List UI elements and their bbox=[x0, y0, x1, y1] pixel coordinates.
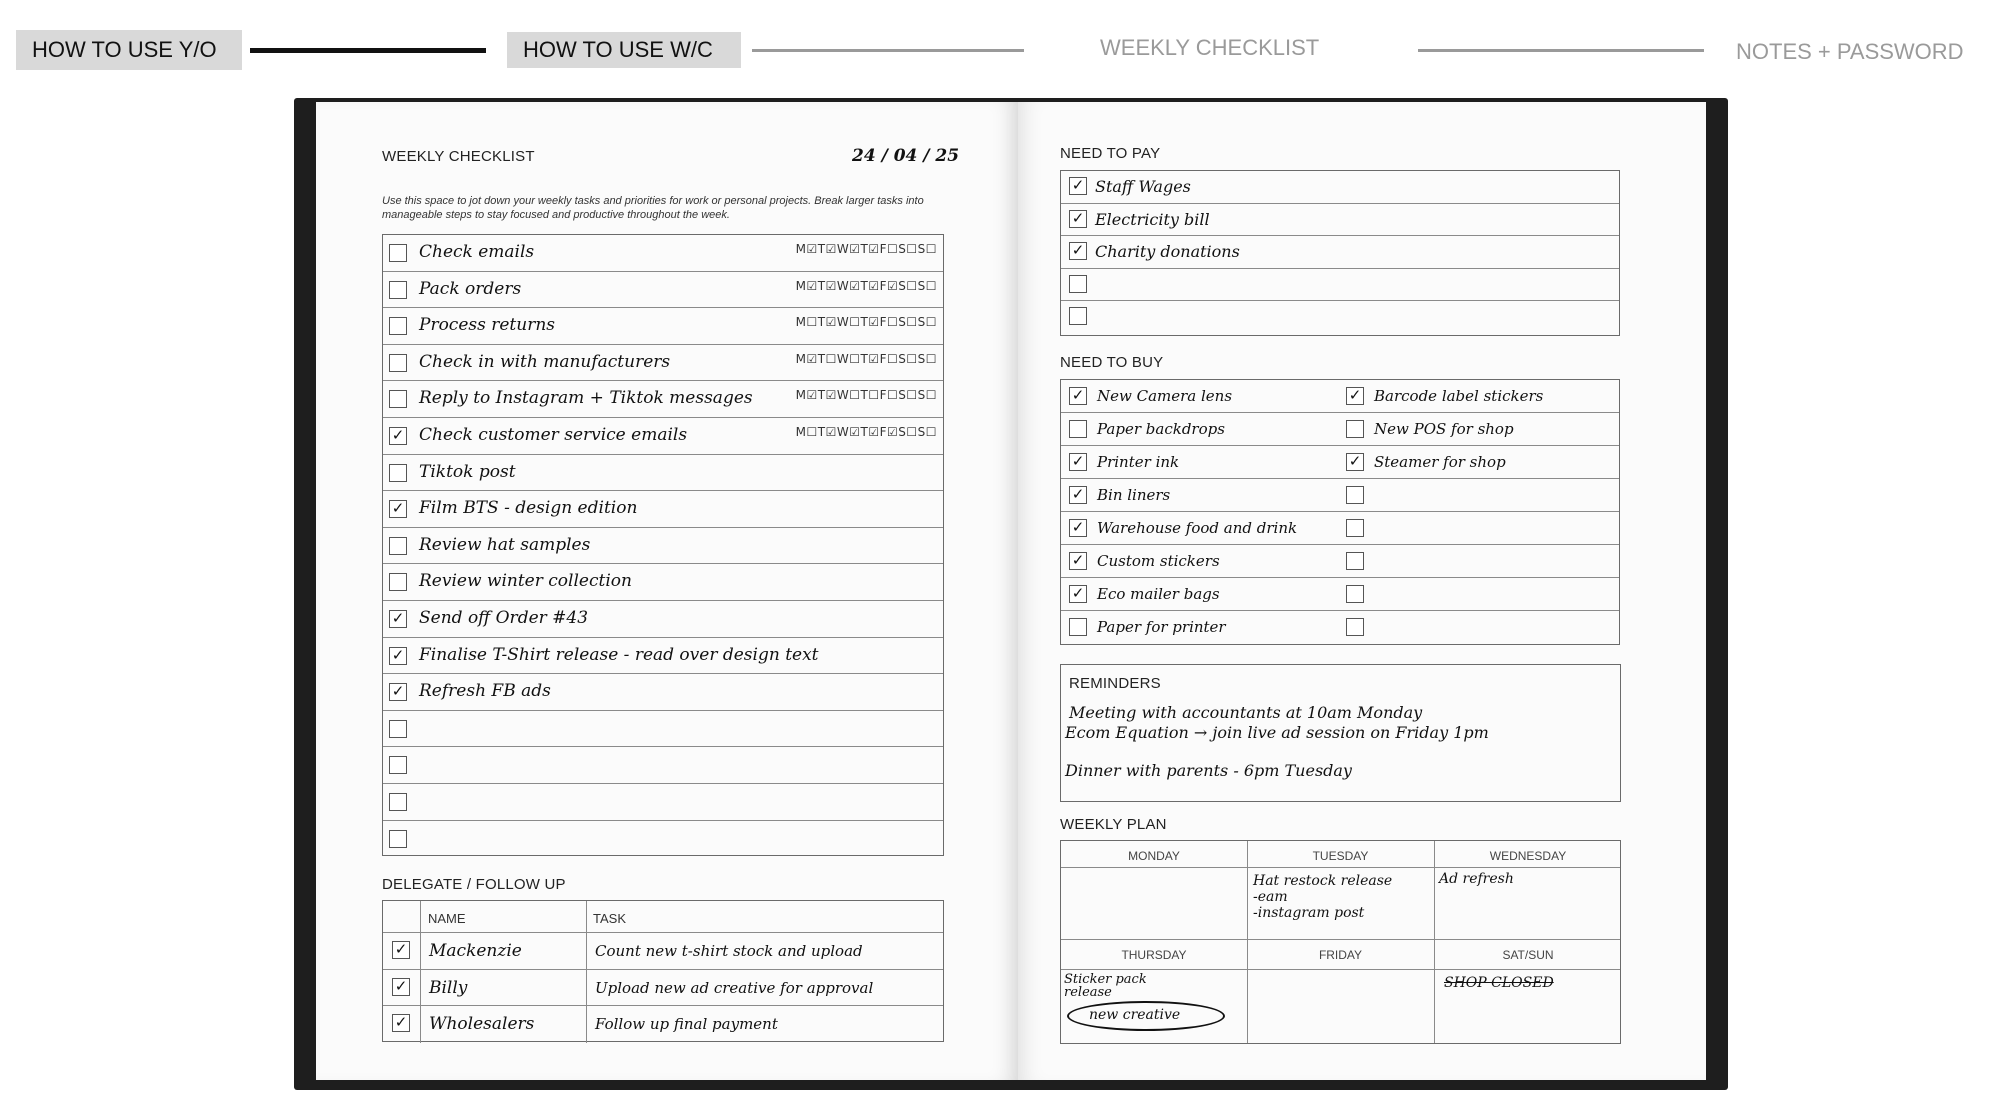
buy-item-text: Barcode label stickers bbox=[1374, 387, 1544, 405]
weekday-tracker[interactable]: M☐T☑W☐T☑F☐S☐S☐ bbox=[795, 315, 937, 330]
delegate-checkbox[interactable]: ✓ bbox=[392, 978, 410, 996]
buy-item-text: Printer ink bbox=[1097, 453, 1180, 471]
delegate-row bbox=[383, 1006, 943, 1043]
reminder-line: Ecom Equation → join live ad session on Friday 1pm bbox=[1065, 723, 1489, 742]
pay-checkbox[interactable] bbox=[1069, 275, 1087, 293]
grid-divider bbox=[1061, 867, 1620, 868]
task-text: Finalise T-Shirt release - read over design text bbox=[419, 644, 819, 665]
delegate-title: DELEGATE / FOLLOW UP bbox=[382, 876, 566, 893]
task-row bbox=[383, 418, 943, 455]
need-to-pay-title: NEED TO PAY bbox=[1060, 145, 1161, 162]
delegate-row bbox=[383, 933, 943, 970]
task-text: Review hat samples bbox=[419, 534, 591, 555]
buy-row bbox=[1061, 413, 1619, 446]
buy-checkbox[interactable] bbox=[1346, 420, 1364, 438]
delegate-name-cell bbox=[421, 933, 587, 970]
buy-checkbox[interactable]: ✓ bbox=[1346, 387, 1364, 405]
reminder-line: Dinner with parents - 6pm Tuesday bbox=[1065, 761, 1352, 780]
buy-item-text: Warehouse food and drink bbox=[1097, 519, 1298, 537]
task-text: Refresh FB ads bbox=[419, 681, 551, 702]
delegate-checkbox[interactable]: ✓ bbox=[392, 1014, 410, 1032]
checklist-description: Use this space to jot down your weekly tasks and priorities for work or personal projects. Break larger tasks into manageable steps to stay focused and productive throughout the week. bbox=[382, 195, 924, 221]
task-row bbox=[383, 747, 943, 784]
task-checkbox[interactable] bbox=[389, 281, 407, 299]
day-header-wednesday: WEDNESDAY bbox=[1489, 849, 1567, 863]
grid-divider bbox=[1061, 939, 1620, 940]
buy-checkbox[interactable] bbox=[1346, 618, 1364, 636]
task-checkbox[interactable]: ✓ bbox=[389, 683, 407, 701]
task-text: Tiktok post bbox=[419, 461, 516, 482]
task-checkbox[interactable] bbox=[389, 317, 407, 335]
task-text: Check emails bbox=[419, 242, 535, 262]
buy-checkbox[interactable] bbox=[1346, 486, 1364, 504]
pay-item-text: Staff Wages bbox=[1095, 177, 1191, 196]
buy-row bbox=[1061, 611, 1619, 644]
plan-cell-wednesday: Ad refresh bbox=[1439, 871, 1514, 887]
task-text: Reply to Instagram + Tiktok messages bbox=[419, 388, 753, 409]
delegate-name: Wholesalers bbox=[429, 1014, 535, 1035]
buy-checkbox[interactable] bbox=[1346, 585, 1364, 603]
date-text: 24 / 04 / 25 bbox=[852, 146, 960, 166]
weekday-tracker[interactable]: M☑T☑W☑T☑F☐S☐S☐ bbox=[795, 242, 937, 256]
task-checkbox[interactable]: ✓ bbox=[389, 500, 407, 518]
nav-tab-how-to-use-yo[interactable]: HOW TO USE Y/O bbox=[16, 30, 242, 70]
buy-row bbox=[1061, 446, 1619, 479]
weekday-tracker[interactable]: M☑T☑W☐T☐F☐S☐S☐ bbox=[795, 388, 937, 403]
left-page bbox=[316, 102, 1018, 1080]
task-row bbox=[383, 491, 943, 528]
task-checkbox[interactable] bbox=[389, 573, 407, 591]
grid-divider bbox=[1434, 841, 1435, 1043]
delegate-task: Follow up final payment bbox=[595, 1015, 778, 1034]
nav-tab-how-to-use-wc[interactable]: HOW TO USE W/C bbox=[507, 32, 741, 68]
reminder-line: Meeting with accountants at 10am Monday bbox=[1069, 703, 1423, 722]
task-text: Process returns bbox=[419, 315, 555, 336]
nav-connector-line bbox=[250, 48, 486, 53]
day-header-friday: FRIDAY bbox=[1318, 948, 1363, 962]
task-text: Review winter collection bbox=[419, 571, 632, 592]
need-to-buy-title: NEED TO BUY bbox=[1060, 354, 1164, 371]
buy-item-text: Eco mailer bags bbox=[1097, 585, 1220, 603]
task-row bbox=[383, 601, 943, 638]
page-title: WEEKLY CHECKLIST bbox=[382, 148, 535, 165]
delegate-check-cell bbox=[383, 933, 421, 970]
delegate-name: Mackenzie bbox=[429, 941, 522, 961]
delegate-header-row bbox=[383, 901, 943, 933]
weekday-tracker[interactable]: M☑T☐W☐T☑F☐S☐S☐ bbox=[795, 351, 937, 366]
nav-connector-line bbox=[1418, 49, 1704, 52]
plan-cell-thursday-circled: new creative bbox=[1089, 1007, 1181, 1023]
buy-checkbox[interactable]: ✓ bbox=[1069, 387, 1087, 405]
pay-row bbox=[1061, 204, 1619, 237]
planner-book bbox=[294, 98, 1728, 1090]
pay-item-text: Electricity bill bbox=[1095, 209, 1210, 229]
task-row bbox=[383, 235, 943, 272]
buy-item-text: New POS for shop bbox=[1374, 420, 1514, 438]
task-row bbox=[383, 638, 943, 675]
task-checkbox[interactable]: ✓ bbox=[389, 427, 407, 445]
task-checkbox[interactable]: ✓ bbox=[389, 647, 407, 665]
delegate-name: Billy bbox=[429, 977, 468, 998]
buy-item-text: Custom stickers bbox=[1097, 552, 1220, 570]
need-to-pay-list bbox=[1060, 170, 1620, 336]
buy-checkbox[interactable]: ✓ bbox=[1069, 453, 1087, 471]
task-checkbox[interactable] bbox=[389, 830, 407, 848]
task-checkbox[interactable] bbox=[389, 756, 407, 774]
pay-checkbox[interactable] bbox=[1069, 307, 1087, 325]
buy-checkbox[interactable]: ✓ bbox=[1069, 486, 1087, 504]
weekly-plan-title: WEEKLY PLAN bbox=[1060, 816, 1167, 833]
pay-row bbox=[1061, 236, 1619, 269]
task-list bbox=[382, 234, 944, 856]
task-checkbox[interactable] bbox=[389, 464, 407, 482]
delegate-name-cell bbox=[421, 1006, 587, 1043]
day-header-monday: MONDAY bbox=[1128, 849, 1180, 863]
buy-row bbox=[1061, 578, 1619, 611]
buy-item-text: New Camera lens bbox=[1097, 387, 1233, 405]
task-row bbox=[383, 784, 943, 821]
buy-checkbox[interactable] bbox=[1069, 420, 1087, 438]
nav-tab-notes-password[interactable]: NOTES + PASSWORD bbox=[1736, 39, 1964, 64]
task-row bbox=[383, 272, 943, 309]
delegate-task: Count new t-shirt stock and upload bbox=[595, 942, 863, 960]
grid-divider bbox=[1061, 969, 1620, 970]
buy-row bbox=[1061, 545, 1619, 578]
grid-divider bbox=[1247, 841, 1248, 1043]
buy-item-text: Steamer for shop bbox=[1374, 453, 1506, 471]
reminders-title: REMINDERS bbox=[1069, 675, 1161, 692]
delegate-checkbox[interactable]: ✓ bbox=[392, 941, 410, 959]
buy-checkbox[interactable] bbox=[1069, 618, 1087, 636]
day-header-satsun: SAT/SUN bbox=[1502, 948, 1554, 962]
buy-checkbox[interactable] bbox=[1346, 552, 1364, 570]
task-checkbox[interactable] bbox=[389, 390, 407, 408]
delegate-task: Upload new ad creative for approval bbox=[595, 978, 874, 997]
buy-checkbox[interactable]: ✓ bbox=[1069, 519, 1087, 537]
task-row bbox=[383, 674, 943, 711]
plan-cell-satsun: SHOP CLOSED bbox=[1444, 975, 1554, 991]
delegate-row bbox=[383, 970, 943, 1007]
buy-checkbox[interactable]: ✓ bbox=[1069, 585, 1087, 603]
buy-row bbox=[1061, 479, 1619, 512]
task-row bbox=[383, 308, 943, 345]
nav-tab-weekly-checklist[interactable]: WEEKLY CHECKLIST bbox=[1100, 35, 1320, 60]
delegate-check-cell bbox=[383, 1006, 421, 1043]
plan-cell-tuesday: Hat restock release -eam -instagram post bbox=[1253, 873, 1393, 921]
task-row bbox=[383, 711, 943, 748]
weekly-plan-grid bbox=[1060, 840, 1621, 1044]
buy-item-text: Paper for printer bbox=[1097, 618, 1226, 636]
task-checkbox[interactable] bbox=[389, 793, 407, 811]
task-text: Pack orders bbox=[419, 278, 522, 299]
day-header-thursday: THURSDAY bbox=[1121, 948, 1187, 962]
task-row bbox=[383, 528, 943, 565]
task-checkbox[interactable]: ✓ bbox=[389, 610, 407, 628]
buy-checkbox[interactable]: ✓ bbox=[1069, 552, 1087, 570]
buy-row bbox=[1061, 512, 1619, 545]
pay-checkbox[interactable]: ✓ bbox=[1069, 242, 1087, 260]
right-page bbox=[1018, 102, 1706, 1080]
day-header-tuesday: TUESDAY bbox=[1312, 849, 1369, 863]
buy-item-text: Paper backdrops bbox=[1097, 420, 1225, 438]
task-text: Film BTS - design edition bbox=[419, 498, 638, 519]
nav-connector-line bbox=[752, 49, 1024, 52]
task-row bbox=[383, 455, 943, 492]
column-header-name: NAME bbox=[428, 911, 466, 926]
weekday-tracker[interactable]: M☑T☑W☑T☑F☑S☐S☐ bbox=[795, 278, 937, 293]
task-checkbox[interactable] bbox=[389, 720, 407, 738]
task-row bbox=[383, 345, 943, 382]
task-text: Send off Order #43 bbox=[419, 608, 589, 628]
need-to-buy-list bbox=[1060, 379, 1620, 645]
pay-row bbox=[1061, 171, 1619, 204]
pay-checkbox[interactable]: ✓ bbox=[1069, 210, 1087, 228]
buy-item-text: Bin liners bbox=[1097, 486, 1171, 504]
task-checkbox[interactable] bbox=[389, 354, 407, 372]
delegate-name-cell bbox=[421, 970, 587, 1007]
task-text: Check customer service emails bbox=[419, 425, 688, 445]
task-row bbox=[383, 564, 943, 601]
delegate-table bbox=[382, 900, 944, 1042]
buy-row bbox=[1061, 380, 1619, 413]
column-header-task: TASK bbox=[593, 911, 626, 926]
buy-checkbox[interactable] bbox=[1346, 519, 1364, 537]
pay-item-text: Charity donations bbox=[1095, 242, 1240, 262]
task-row bbox=[383, 821, 943, 858]
pay-row bbox=[1061, 301, 1619, 334]
weekday-tracker[interactable]: M☐T☑W☑T☑F☑S☐S☐ bbox=[795, 425, 937, 439]
delegate-check-cell bbox=[383, 970, 421, 1007]
task-row bbox=[383, 381, 943, 418]
reminders-box bbox=[1060, 664, 1621, 802]
task-checkbox[interactable] bbox=[389, 244, 407, 262]
task-text: Check in with manufacturers bbox=[419, 351, 671, 372]
task-checkbox[interactable] bbox=[389, 537, 407, 555]
buy-checkbox[interactable]: ✓ bbox=[1346, 453, 1364, 471]
pay-checkbox[interactable]: ✓ bbox=[1069, 177, 1087, 195]
plan-cell-thursday: Sticker pack release bbox=[1064, 972, 1147, 1000]
pay-row bbox=[1061, 269, 1619, 302]
